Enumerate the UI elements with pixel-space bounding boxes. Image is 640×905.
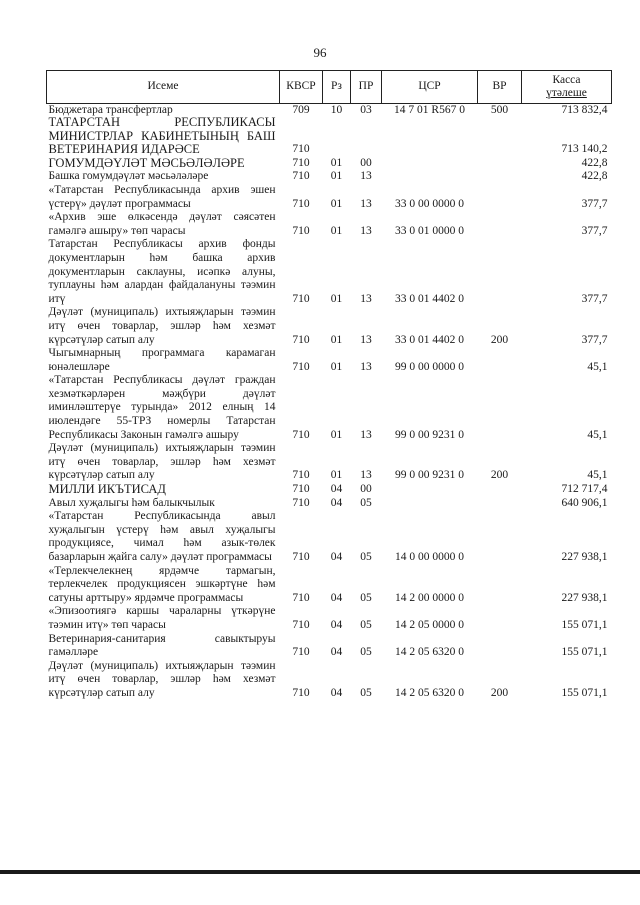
cell-csr: 99 0 00 9231 0 xyxy=(395,469,464,482)
cell-kvsr: 710 xyxy=(292,618,310,631)
cell-vr: 200 xyxy=(490,469,509,482)
cell-pr: 05 xyxy=(360,618,372,631)
table-row xyxy=(47,510,612,564)
cell-csr: 33 0 01 0000 0 xyxy=(395,224,464,237)
cell-kassa: 713 140,2 xyxy=(561,143,608,156)
table-row xyxy=(47,157,612,171)
header-kassa xyxy=(522,71,612,104)
header-rz: Рз xyxy=(323,71,351,104)
cell-rz: 04 xyxy=(330,496,343,509)
cell-name: Авыл хуҗалыгы һәм балыкчылык xyxy=(48,496,215,509)
cell-rz: 04 xyxy=(330,646,343,659)
cell-pr: 13 xyxy=(360,197,372,210)
cell-vr xyxy=(478,184,522,211)
cell-csr: 14 0 00 0000 0 xyxy=(395,551,464,563)
cell-kassa: 713 832,4 xyxy=(561,104,608,116)
cell-kvsr: 710 xyxy=(292,156,310,169)
cell-rz xyxy=(323,116,351,157)
cell-pr xyxy=(351,116,382,157)
cell-kvsr: 710 xyxy=(292,143,310,156)
cell-name: «Татарстан Республикасында архив эшен үстерү» дәүләт программасы xyxy=(48,183,276,210)
page-number: 96 xyxy=(313,45,327,60)
cell-kvsr: 710 xyxy=(292,591,310,604)
cell-vr xyxy=(478,374,522,442)
table-row xyxy=(47,442,612,483)
cell-name: МИЛЛИ ИКЪТИСАД xyxy=(48,482,166,497)
header-pr: ПР xyxy=(351,71,382,104)
cell-kassa: 422,8 xyxy=(581,156,608,169)
table-row xyxy=(47,565,612,606)
cell-csr xyxy=(382,116,478,157)
cell-name: Чыгымнарның программага карамаган юнәлешләре xyxy=(48,347,276,373)
cell-rz: 01 xyxy=(330,360,343,373)
cell-vr xyxy=(478,605,522,632)
cell-pr: 05 xyxy=(360,496,372,509)
cell-pr: 13 xyxy=(360,428,372,441)
cell-csr: 99 0 00 0000 0 xyxy=(395,360,464,373)
cell-rz: 04 xyxy=(330,618,343,631)
cell-kvsr: 710 xyxy=(292,224,310,237)
cell-csr: 33 0 01 4402 0 xyxy=(395,292,464,305)
table-row xyxy=(47,238,612,306)
cell-kvsr: 710 xyxy=(292,428,310,441)
header-kassa-line2: үтәлеше xyxy=(546,87,587,99)
cell-kassa: 377,7 xyxy=(581,292,608,305)
table-row xyxy=(47,374,612,442)
cell-vr xyxy=(478,347,522,374)
cell-name: Ветеринария-санитария савыктыруы гамәлләре xyxy=(48,632,276,659)
cell-name: Бюджетара трансфертлар xyxy=(48,104,173,116)
table-row xyxy=(47,306,612,347)
cell-pr: 05 xyxy=(360,686,372,699)
cell-rz: 01 xyxy=(330,156,343,169)
cell-kassa: 227 938,1 xyxy=(561,591,608,604)
header-vr: ВР xyxy=(478,71,522,104)
cell-pr: 13 xyxy=(360,224,372,237)
cell-csr: 14 2 05 6320 0 xyxy=(395,646,464,659)
cell-pr: 13 xyxy=(360,469,372,482)
cell-name: «Татарстан Республикасында авыл хуҗалыгын үстерү һәм авыл хуҗалыгы продукциясе, чимал һәм азык-төлек базарларын җайга салу» дәүләт программасы xyxy=(48,510,276,563)
cell-rz: 01 xyxy=(330,428,343,441)
cell-kvsr: 710 xyxy=(292,496,310,509)
cell-vr xyxy=(478,497,522,511)
cell-kvsr: 710 xyxy=(292,292,310,305)
cell-kassa: 377,7 xyxy=(581,333,608,346)
cell-kassa: 422,8 xyxy=(581,170,608,183)
cell-name: «Терлекчелекнең ярдәмче тармагын, терлекчелек продукциясен эшкәртүне һәм сатуны арттыру» ярдәмче программасы xyxy=(48,564,276,604)
cell-vr: 200 xyxy=(490,686,509,699)
bottom-rule xyxy=(0,870,640,874)
cell-rz: 04 xyxy=(330,686,343,699)
cell-kassa: 227 938,1 xyxy=(561,551,608,563)
table-row xyxy=(47,633,612,660)
table-row xyxy=(47,116,612,157)
cell-name: Дәүләт (муниципаль) ихтыяҗларын тәэмин итү өчен товарлар, эшләр һәм хезмәт күрсәтүләр сатып алу xyxy=(48,659,276,699)
cell-rz: 04 xyxy=(330,551,343,563)
cell-kassa: 45,1 xyxy=(587,428,608,441)
cell-csr: 14 7 01 R567 0 xyxy=(394,104,465,116)
cell-csr: 33 0 01 4402 0 xyxy=(395,333,464,346)
cell-vr xyxy=(478,565,522,606)
cell-kassa: 377,7 xyxy=(581,224,608,237)
cell-kassa: 155 071,1 xyxy=(561,686,608,699)
cell-kvsr: 709 xyxy=(292,104,310,116)
cell-kvsr: 710 xyxy=(292,170,310,183)
cell-csr: 99 0 00 9231 0 xyxy=(395,428,464,441)
header-kassa-line1: Касса xyxy=(552,74,581,86)
cell-kvsr: 710 xyxy=(292,551,310,563)
cell-kvsr: 710 xyxy=(292,333,310,346)
cell-csr: 14 2 00 0000 0 xyxy=(395,591,464,604)
cell-rz: 04 xyxy=(330,483,343,496)
table-row xyxy=(47,483,612,497)
cell-vr xyxy=(478,157,522,171)
cell-vr xyxy=(478,510,522,564)
cell-csr: 33 0 00 0000 0 xyxy=(395,197,464,210)
cell-rz: 01 xyxy=(330,333,343,346)
table-row xyxy=(47,184,612,211)
cell-pr: 05 xyxy=(360,551,372,563)
cell-csr xyxy=(382,497,478,511)
cell-name: Татарстан Республикасы архив фонды документларын һәм башка архив документларын саклауны, исәпкә алуны, туплауны һәм алардан файдалануны тәэмин итү xyxy=(48,238,276,305)
table-body xyxy=(47,104,612,701)
cell-vr xyxy=(478,633,522,660)
table-row xyxy=(47,347,612,374)
cell-rz: 04 xyxy=(330,591,343,604)
cell-vr xyxy=(478,116,522,157)
cell-vr: 500 xyxy=(490,104,509,116)
cell-vr xyxy=(478,211,522,238)
cell-csr xyxy=(382,483,478,497)
cell-pr: 00 xyxy=(360,156,372,169)
cell-pr: 13 xyxy=(360,170,372,183)
cell-pr: 00 xyxy=(360,483,372,496)
cell-pr: 13 xyxy=(360,333,372,346)
cell-kvsr: 710 xyxy=(292,483,310,496)
cell-kassa: 45,1 xyxy=(587,360,608,373)
cell-kvsr: 710 xyxy=(292,360,310,373)
cell-vr xyxy=(478,238,522,306)
cell-pr: 05 xyxy=(360,591,372,604)
cell-pr: 05 xyxy=(360,646,372,659)
budget-table xyxy=(46,70,612,701)
cell-kassa: 377,7 xyxy=(581,197,608,210)
cell-rz: 01 xyxy=(330,469,343,482)
cell-rz: 01 xyxy=(330,292,343,305)
cell-rz: 01 xyxy=(330,224,343,237)
table-row xyxy=(47,660,612,701)
header-csr: ЦСР xyxy=(382,71,478,104)
cell-kvsr: 710 xyxy=(292,469,310,482)
cell-name: «Архив эше өлкәсендә дәүләт сәясәтен гамәлгә ашыру» төп чарасы xyxy=(48,211,276,237)
cell-pr: 13 xyxy=(360,360,372,373)
cell-pr: 03 xyxy=(360,104,372,116)
cell-csr: 14 2 05 6320 0 xyxy=(395,686,464,699)
cell-name: «Эпизоотиягә каршы чараларны үткәрүне тәэмин итү» төп чарасы xyxy=(48,605,276,631)
cell-vr xyxy=(478,483,522,497)
cell-name: «Татарстан Республикасы дәүләт граждан хезмәткәрләрен мәҗбүри дәүләт иминләштерүе турында» 2012 елның 14 июлендәге 55-ТРЗ номерлы Татарстан Республикасы Законын гамәлгә ашыру xyxy=(48,374,276,441)
table-row xyxy=(47,605,612,632)
cell-name: Дәүләт (муниципаль) ихтыяҗларын тәэмин итү өчен товарлар, эшләр һәм хезмәт күрсәтүләр сатып алу xyxy=(48,306,276,346)
table-row xyxy=(47,497,612,511)
cell-vr xyxy=(478,170,522,184)
cell-vr: 200 xyxy=(490,333,509,346)
cell-kassa: 712 717,4 xyxy=(561,483,608,496)
cell-rz: 10 xyxy=(330,104,343,116)
cell-kvsr: 710 xyxy=(292,686,310,699)
table-row xyxy=(47,170,612,184)
header-kvsr: КВСР xyxy=(280,71,323,104)
cell-kassa: 155 071,1 xyxy=(561,646,608,659)
cell-kassa: 640 906,1 xyxy=(561,496,608,509)
cell-rz: 01 xyxy=(330,197,343,210)
cell-csr xyxy=(382,170,478,184)
header-name: Исеме xyxy=(47,71,280,104)
cell-kassa: 155 071,1 xyxy=(561,618,608,631)
cell-kassa: 45,1 xyxy=(587,469,608,482)
cell-kvsr: 710 xyxy=(292,197,310,210)
cell-kvsr: 710 xyxy=(292,646,310,659)
cell-csr: 14 2 05 0000 0 xyxy=(395,618,464,631)
table-header-row xyxy=(47,71,612,104)
cell-csr xyxy=(382,157,478,171)
cell-name: Дәүләт (муниципаль) ихтыяҗларын тәэмин итү өчен товарлар, эшләр һәм хезмәт күрсәтүләр сатып алу xyxy=(48,442,276,482)
cell-name: ГОМУМДӘҮЛӘТ МӘСЬӘЛӘЛӘРЕ xyxy=(48,155,245,170)
cell-rz: 01 xyxy=(330,170,343,183)
table-row xyxy=(47,211,612,238)
cell-name: ТАТАРСТАН РЕСПУБЛИКАСЫ МИНИСТРЛАР КАБИНЕТЫНЫҢ БАШ ВЕТЕРИНАРИЯ ИДАРӘСЕ xyxy=(48,115,276,157)
cell-pr: 13 xyxy=(360,292,372,305)
cell-name: Башка гомумдәүләт мәсьәләләре xyxy=(48,170,209,183)
